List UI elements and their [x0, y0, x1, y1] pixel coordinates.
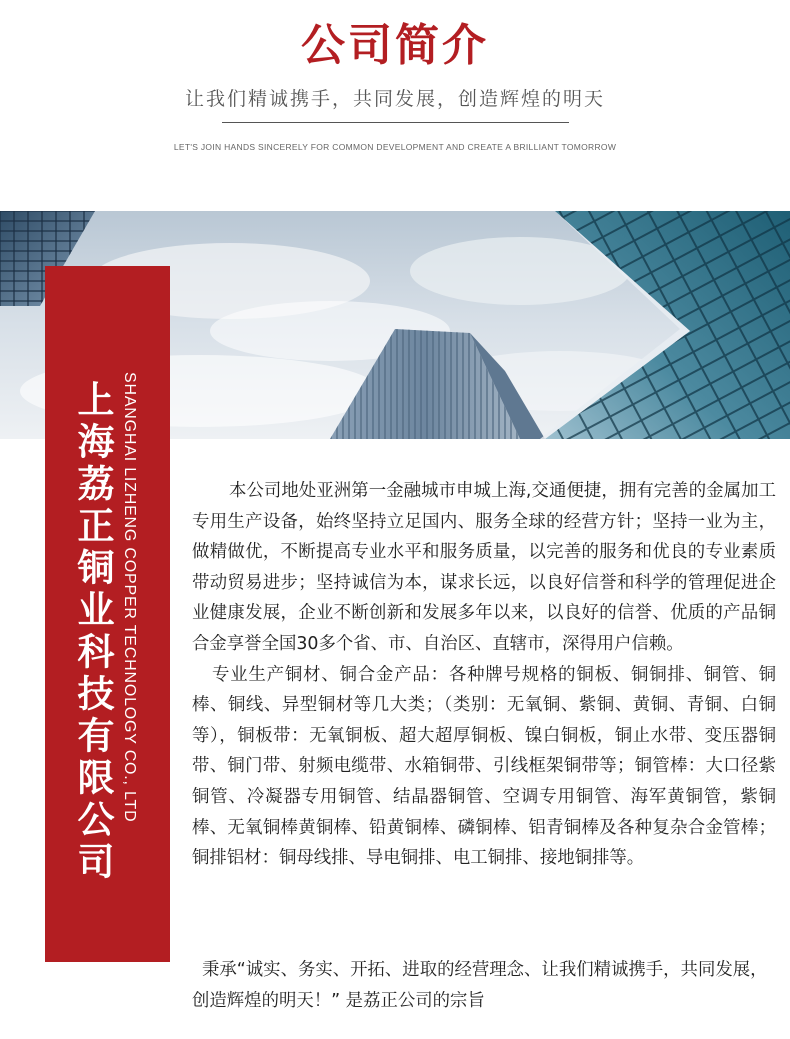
intro-text — [192, 476, 776, 874]
page-subtitle: 让我们精诚携手，共同发展，创造辉煌的明天 — [184, 88, 605, 110]
company-motto — [192, 955, 782, 1016]
page-title: 公司简介 — [301, 20, 489, 71]
company-name-cn: 上海荔正铜业科技有限公司 — [71, 380, 114, 884]
intro-paragraph-2: 专业生产铜材、铜合金产品：各种牌号规格的铜板、铜铜排、铜管、铜棒、铜线、异型铜材等几大类；（类别：无氧铜、紫铜、黄铜、青铜、白铜等），铜板带：无氧铜板、超大超厚铜板、镍白铜板，铜止水带、变压器铜带、铜门带、射频电缆带、水箱铜带、引线框架铜带等；铜管棒：大口径紫铜管、冷凝器专用铜管、结晶器铜管、空调专用铜管、海军黄铜管，紫铜棒、无氧铜棒黄铜棒、铅黄铜棒、磷铜棒、铝青铜棒及各种复杂合金管棒；铜排铝材：铜母线排、导电铜排、电工铜排、接地铜排等。 — [192, 664, 776, 869]
header-divider — [222, 122, 569, 123]
company-name-en: SHANGHAI LIZHENG COPPER TECHNOLOGY CO., LTD — [121, 372, 138, 823]
motto-text: 秉承“诚实、务实、开拓、进取的经营理念、让我们精诚携手，共同发展，创造辉煌的明天！” 是荔正公司的宗旨 — [192, 960, 768, 1011]
english-tagline: LET'S JOIN HANDS SINCERELY FOR COMMON DEVELOPMENT AND CREATE A BRILLIANT TOMORROW — [173, 142, 617, 152]
intro-paragraph-1: 本公司地处亚洲第一金融城市申城上海,交通便捷，拥有完善的金属加工专用生产设备，始终坚持立足国内、服务全球的经营方针；坚持一业为主，做精做优，不断提高专业水平和服务质量，以完善的服务和优良的专业素质带动贸易进步；坚持诚信为本，谋求长远，以良好信誉和科学的管理促进企业健康发展，企业不断创新和发展多年以来，以良好的信誉、优质的产品铜合金享誉全国30多个省、市、自治区、直辖市，深得用户信赖。 — [192, 481, 776, 654]
